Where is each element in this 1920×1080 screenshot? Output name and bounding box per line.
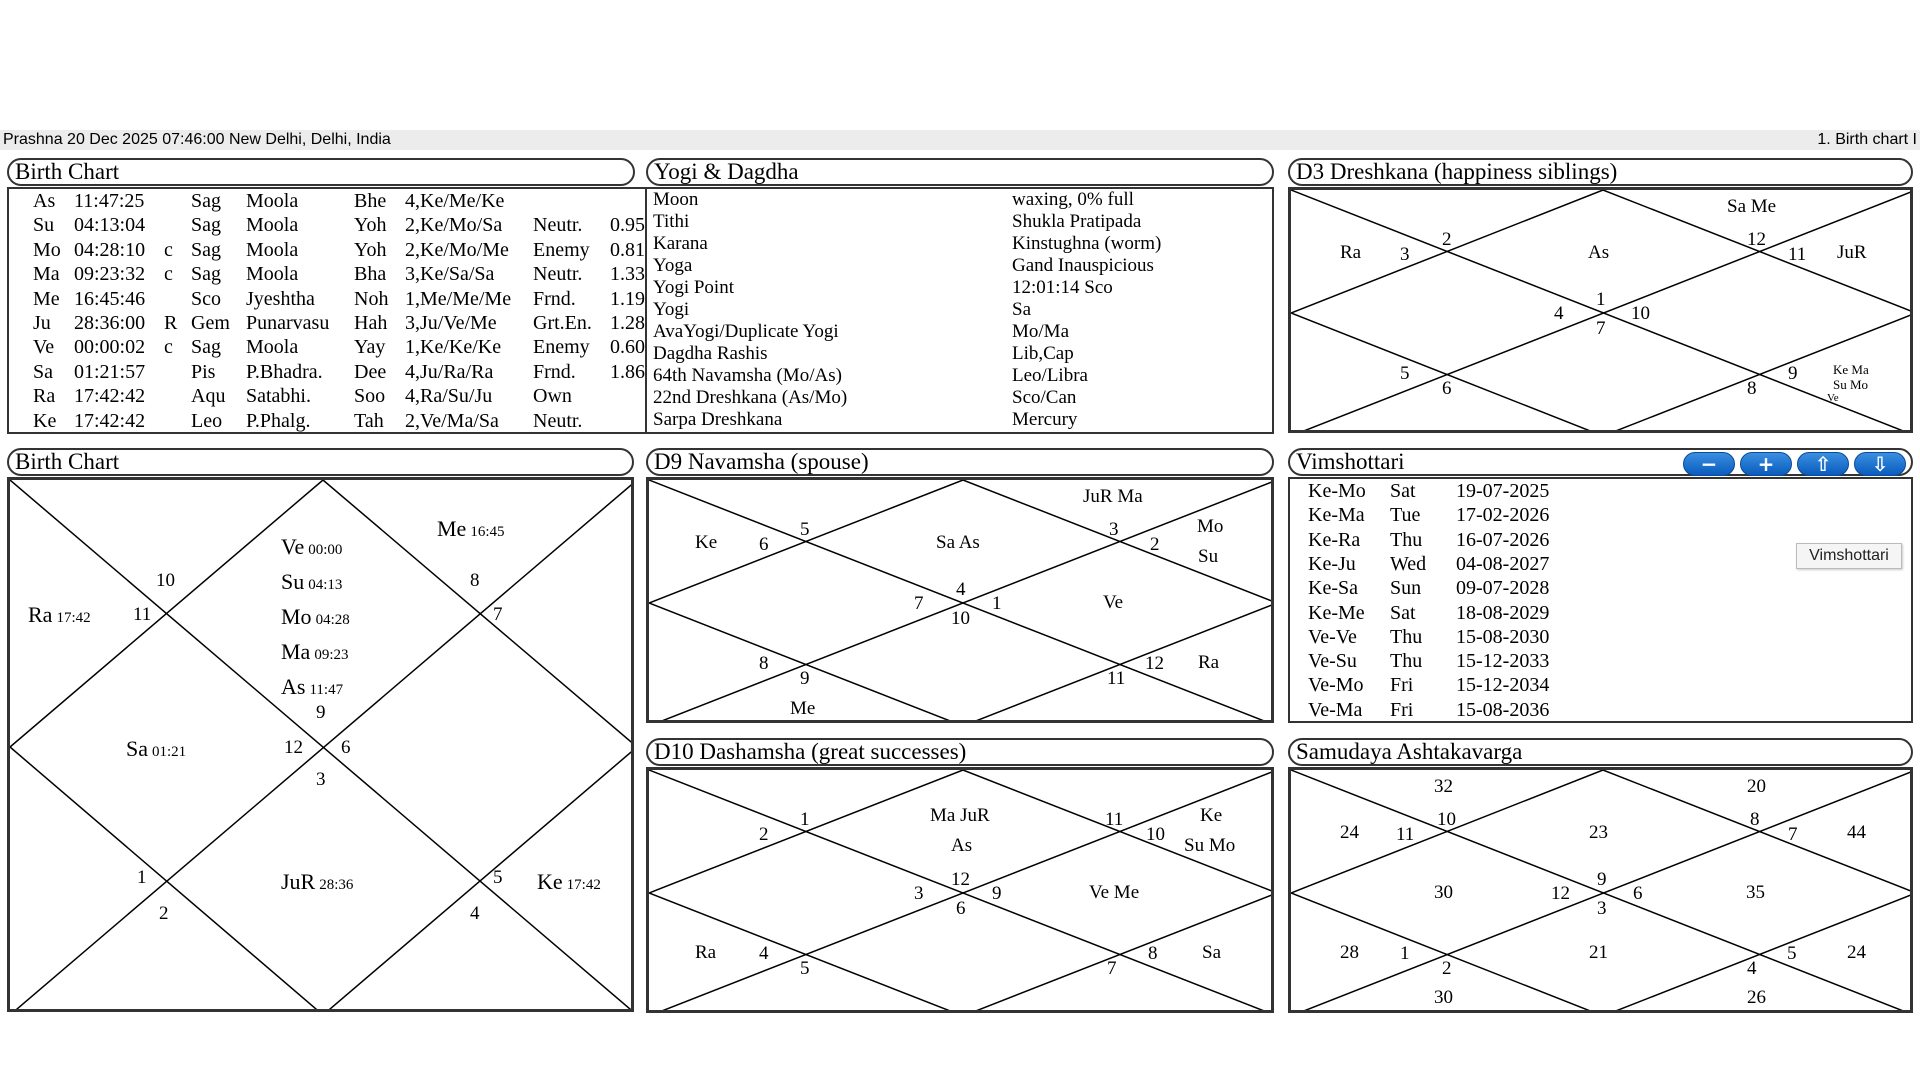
planet-cell: R [164,312,178,334]
birth-sign: 12 [284,737,303,758]
planet-cell: Grt.En. [533,312,592,334]
birth-sign: 7 [493,604,503,625]
planet-cell: Moola [246,238,299,261]
d10-sign: 7 [1107,958,1117,979]
d3-chart [1288,187,1913,433]
d10-planet: Ke [1200,805,1223,826]
planet-cell: 3,Ju/Ve/Me [405,312,497,334]
yogi-value: Gand Inauspicious [1012,255,1154,276]
chart-tab-label[interactable]: 1. Birth chart I [1817,131,1917,148]
birth-chart-title: Birth Chart [7,448,634,476]
planet-cell: 2,Ke/Mo/Sa [405,214,503,237]
d3-chart-lines [1291,190,1913,433]
samudaya-value: 44 [1847,822,1866,843]
d3-planet: Ve [1827,392,1839,404]
birth-planet: Sa 01:21 [126,736,187,761]
dasha-cell: Fri [1390,674,1414,697]
planet-cell: c [164,336,173,359]
move-down-button[interactable] [1854,452,1906,476]
yogi-label: Yoga [653,255,693,276]
planet-cell: 16:45:46 [74,287,146,310]
d9-chart [646,477,1274,723]
birth-sign: 4 [470,903,480,924]
planet-cell: 1,Me/Me/Me [405,287,512,310]
dasha-cell: 15-08-2030 [1456,625,1550,648]
minus-icon: − [1700,452,1718,476]
planet-cell: Neutr. [533,409,583,432]
yogi-label: Moon [653,189,699,210]
arrow-down-icon: ⇩ [1871,452,1889,476]
planet-cell: Dee [354,360,387,383]
d9-sign: 12 [1145,653,1164,674]
d9-sign: 7 [914,593,924,614]
dasha-cell: Ve-Su [1308,650,1357,673]
d9-sign: 5 [800,519,810,540]
yogi-label: Dagdha Rashis [653,343,768,364]
planet-cell: Tah [354,409,384,432]
birth-sign: 8 [470,570,480,591]
birth-sign: 11 [133,604,152,625]
plus-icon: + [1757,452,1775,476]
d3-sign: 2 [1442,229,1452,250]
planet-cell: 2,Ve/Ma/Sa [405,409,499,432]
yogi-value: Lib,Cap [1012,343,1074,364]
samudaya-sign: 10 [1437,809,1456,830]
planet-cell: P.Bhadra. [246,360,323,383]
d9-planet: Ra [1198,652,1220,673]
planet-cell: 04:13:04 [74,214,146,237]
planet-cell: Moola [246,190,299,212]
d10-sign: 3 [914,883,924,904]
dasha-cell: Wed [1390,552,1427,575]
planet-cell: 0.95 [610,214,645,237]
d9-title: D9 Navamsha (spouse) [646,448,1274,476]
samudaya-sign: 6 [1633,883,1643,904]
d9-planet: Sa As [936,532,980,553]
birth-planet: Ma 09:23 [281,639,349,664]
header-info: Prashna 20 Dec 2025 07:46:00 New Delhi, Delhi, India [3,131,391,148]
planet-cell: Enemy [533,238,590,261]
dasha-cell: Ve-Ve [1308,625,1357,648]
yogi-value: Sa [1012,299,1031,320]
samudaya-value: 26 [1747,987,1766,1008]
d9-planet: JuR Ma [1083,486,1143,507]
planet-cell: 09:23:32 [74,263,146,286]
dasha-cell: 09-07-2028 [1456,577,1550,600]
planet-cell: 4,Ra/Su/Ju [405,385,493,408]
birth-sign: 3 [316,769,326,790]
dasha-cell: 19-07-2025 [1456,480,1550,502]
dasha-cell: 15-12-2033 [1456,650,1550,673]
dasha-cell: Ke-Sa [1308,577,1358,600]
d10-sign: 8 [1148,943,1158,964]
collapse-button[interactable] [1683,452,1735,476]
d10-sign: 11 [1105,809,1124,830]
yogi-value: Leo/Libra [1012,365,1088,386]
planet-cell: Ve [33,336,55,359]
planet-cell: 4,Ke/Me/Ke [405,190,505,212]
planet-cell: Ra [33,385,56,408]
birth-planet: Mo 04:28 [281,604,350,629]
dasha-cell: Sat [1390,601,1416,624]
yogi-value: waxing, 0% full [1012,189,1134,210]
d10-planet: Ma JuR [930,805,990,826]
yogi-label: Sarpa Dreshkana [653,409,783,430]
yogi-label: Karana [653,233,708,254]
planet-cell: Own [533,385,572,408]
d10-planet: Ra [695,942,717,963]
planet-cell: Frnd. [533,287,576,310]
planet-cell: Ma [33,263,60,286]
d10-planet: Sa [1202,942,1221,963]
birth-sign: 2 [159,903,169,924]
samudaya-sign: 2 [1442,958,1452,979]
planet-cell: Punarvasu [246,312,330,334]
planet-cell: Satabhi. [246,385,311,408]
planet-cell: Sa [33,360,53,383]
d3-sign: 10 [1631,303,1650,324]
samudaya-sign: 5 [1787,943,1797,964]
samudaya-title: Samudaya Ashtakavarga [1288,738,1913,766]
d9-planet: Ve [1103,592,1124,613]
planet-cell: Sco [191,287,221,310]
planet-cell: Sag [191,190,221,212]
samudaya-sign: 3 [1597,898,1607,919]
planet-cell: c [164,263,173,286]
yogi-label: Yogi [653,299,690,320]
d10-sign: 9 [992,883,1002,904]
dasha-cell: Thu [1390,528,1423,551]
d3-sign: 5 [1400,363,1410,384]
dasha-cell: 18-08-2029 [1456,601,1550,624]
planet-cell: Sag [191,336,221,359]
d3-planet: Sa Me [1727,196,1777,217]
d3-planet: As [1588,242,1610,263]
move-up-button[interactable] [1797,452,1849,476]
samudaya-value: 23 [1589,822,1608,843]
dasha-cell: Ke-Ju [1308,552,1356,575]
arrow-up-icon: ⇧ [1814,452,1832,476]
d9-sign: 10 [951,608,970,629]
samudaya-value: 35 [1746,882,1765,903]
yogi-value: Shukla Pratipada [1012,211,1142,232]
d3-sign: 1 [1596,289,1606,310]
d10-planet: Ve Me [1089,882,1140,903]
birth-planet: Me 16:45 [437,516,505,541]
birth-sign: 1 [137,867,147,888]
planet-cell: Moola [246,336,299,359]
d10-sign: 10 [1146,824,1165,845]
birth-planet: JuR 28:36 [281,869,354,894]
d10-sign: 2 [759,824,769,845]
planet-cell: Enemy [533,336,590,359]
dasha-cell: Tue [1390,504,1421,527]
planet-cell: 1.33 [610,263,645,286]
planet-cell: Noh [354,287,389,310]
samudaya-chart [1288,767,1913,1013]
yogi-value: Sco/Can [1012,387,1077,408]
yogi-value: Mercury [1012,409,1078,430]
d9-sign: 6 [759,534,769,555]
d9-sign: 1 [992,593,1002,614]
planet-cell: Bhe [354,190,387,212]
planet-cell: 17:42:42 [74,409,146,432]
d3-sign: 4 [1554,303,1564,324]
d9-planet: Ke [695,532,718,553]
d9-planet: Mo [1197,516,1224,537]
planet-cell: c [164,238,173,261]
d3-sign: 3 [1400,244,1410,265]
planet-cell: Soo [354,385,386,408]
yogi-label: Tithi [653,211,690,232]
planet-cell: As [33,190,56,212]
planet-cell: Yoh [354,238,387,261]
d10-title: D10 Dashamsha (great successes) [646,738,1274,766]
vimshottari-title: Vimshottari [1288,448,1913,476]
d9-planet: Me [790,698,816,719]
birth-planet: Ve 00:00 [281,534,343,559]
planet-cell: 1.86 [610,360,645,383]
planet-cell: Sag [191,263,221,286]
planet-cell: Ju [33,312,51,334]
dasha-cell: 04-08-2027 [1456,552,1550,575]
samudaya-chart-lines [1291,770,1913,1013]
planet-cell: Mo [33,238,61,261]
d3-sign: 11 [1788,244,1807,265]
dasha-cell: Sun [1390,577,1422,600]
d3-planet: Ra [1340,242,1362,263]
d10-sign: 5 [800,958,810,979]
dasha-cell: 15-12-2034 [1456,674,1550,697]
d9-planet: Su [1198,546,1219,567]
planet-cell: Moola [246,263,299,286]
vimshottari-button[interactable]: Vimshottari [1796,543,1902,569]
birth-sign: 5 [493,867,503,888]
dasha-cell: Sat [1390,480,1416,502]
dasha-cell: 17-02-2026 [1456,504,1550,527]
birth-planet: As 11:47 [281,674,344,699]
dasha-cell: Ve-Ma [1308,698,1363,721]
planet-cell: 0.60 [610,336,645,359]
dasha-cell: Ke-Ma [1308,504,1365,527]
samudaya-value: 30 [1434,882,1453,903]
planet-cell: 4,Ju/Ra/Ra [405,360,494,383]
dasha-cell: Thu [1390,625,1423,648]
yogi-title: Yogi & Dagdha [646,158,1274,186]
d9-sign: 11 [1107,668,1126,689]
planet-cell: Pis [191,360,216,383]
planet-cell: Me [33,287,60,310]
yogi-label: 64th Navamsha (Mo/As) [653,365,842,386]
yogi-panel [646,187,1274,434]
samudaya-value: 21 [1589,942,1608,963]
d10-sign: 1 [800,809,810,830]
planet-cell: 1.19 [610,287,645,310]
planet-cell: Ke [33,409,57,432]
d3-title: D3 Dreshkana (happiness siblings) [1288,158,1913,186]
samudaya-value: 24 [1847,942,1866,963]
planet-table [7,187,647,434]
birth-sign: 6 [341,737,351,758]
samudaya-sign: 1 [1400,943,1410,964]
d10-planet: As [951,835,973,856]
birth-planet: Ra 17:42 [28,602,91,627]
d9-sign: 4 [956,579,966,600]
samudaya-sign: 8 [1750,809,1760,830]
d9-sign: 8 [759,653,769,674]
yogi-value: 12:01:14 Sco [1012,277,1113,298]
expand-button[interactable] [1740,452,1792,476]
samudaya-sign: 12 [1551,883,1570,904]
planet-cell: Sag [191,214,221,237]
planet-cell: Bha [354,263,387,286]
planet-cell: 01:21:57 [74,360,146,383]
yogi-label: 22nd Dreshkana (As/Mo) [653,387,848,408]
planet-cell: P.Phalg. [246,409,311,432]
d3-planet: Su Mo [1833,377,1869,392]
birth-chart [7,477,634,1012]
planet-cell: 2,Ke/Mo/Me [405,238,509,261]
planet-cell: 11:47:25 [74,190,145,212]
planet-cell: Aqu [191,385,226,408]
planet-cell: Leo [191,409,223,432]
planet-cell: 00:00:02 [74,336,146,359]
planet-cell: 1.28 [610,312,645,334]
samudaya-sign: 11 [1396,824,1415,845]
d3-sign: 6 [1442,378,1452,399]
d3-sign: 9 [1788,363,1798,384]
dasha-cell: 16-07-2026 [1456,528,1550,551]
yogi-value: Mo/Ma [1012,321,1069,342]
d9-chart-lines [649,480,1274,723]
planet-cell: 28:36:00 [74,312,146,334]
planet-cell: 1,Ke/Ke/Ke [405,336,502,359]
samudaya-value: 32 [1434,776,1453,797]
birth-sign: 9 [316,702,326,723]
planet-cell: 17:42:42 [74,385,146,408]
planet-cell: Neutr. [533,214,583,237]
d10-sign: 12 [951,869,970,890]
dasha-cell: Ke-Mo [1308,480,1366,502]
d3-planet: Ke Ma [1833,362,1869,377]
dasha-cell: Ve-Mo [1308,674,1364,697]
planet-cell: Neutr. [533,263,583,286]
dasha-cell: Ke-Me [1308,601,1365,624]
d10-sign: 4 [759,943,769,964]
dasha-cell: Fri [1390,698,1414,721]
samudaya-value: 20 [1747,776,1766,797]
birth-planet: Ke 17:42 [537,869,601,894]
dasha-cell: Thu [1390,650,1423,673]
planet-cell: 04:28:10 [74,238,146,261]
planet-cell: Yay [354,336,386,359]
samudaya-value: 30 [1434,987,1453,1008]
d3-sign: 12 [1747,229,1766,250]
d10-chart [646,767,1274,1013]
d9-sign: 3 [1109,519,1119,540]
planet-cell: Yoh [354,214,387,237]
planet-cell: Jyeshtha [246,287,315,310]
yogi-label: AvaYogi/Duplicate Yogi [653,321,839,342]
birth-sign: 10 [156,570,175,591]
d3-sign: 8 [1747,378,1757,399]
d10-sign: 6 [956,898,966,919]
samudaya-value: 24 [1340,822,1359,843]
d10-planet: Su Mo [1184,835,1236,856]
samudaya-sign: 9 [1597,869,1607,890]
status-bar [0,130,1920,150]
vimshottari-panel [1288,477,1913,723]
planet-cell: Sag [191,238,221,261]
samudaya-sign: 4 [1747,958,1757,979]
samudaya-sign: 7 [1788,824,1798,845]
d9-sign: 2 [1150,534,1160,555]
d3-sign: 7 [1596,318,1606,339]
planet-cell: 0.81 [610,238,645,261]
dasha-cell: Ke-Ra [1308,528,1361,551]
d9-sign: 9 [800,668,810,689]
planet-cell: Su [33,214,55,237]
samudaya-value: 28 [1340,942,1359,963]
planet-cell: Gem [191,312,230,334]
d3-planet: JuR [1837,242,1867,263]
yogi-value: Kinstughna (worm) [1012,233,1162,254]
birth-planet: Su 04:13 [281,569,343,594]
yogi-label: Yogi Point [653,277,734,298]
planet-cell: Moola [246,214,299,237]
planet-cell: Hah [354,312,388,334]
birth-chart-table-title: Birth Chart [7,158,635,186]
planet-cell: Frnd. [533,360,576,383]
dasha-cell: 15-08-2036 [1456,698,1550,721]
planet-cell: 3,Ke/Sa/Sa [405,263,495,286]
